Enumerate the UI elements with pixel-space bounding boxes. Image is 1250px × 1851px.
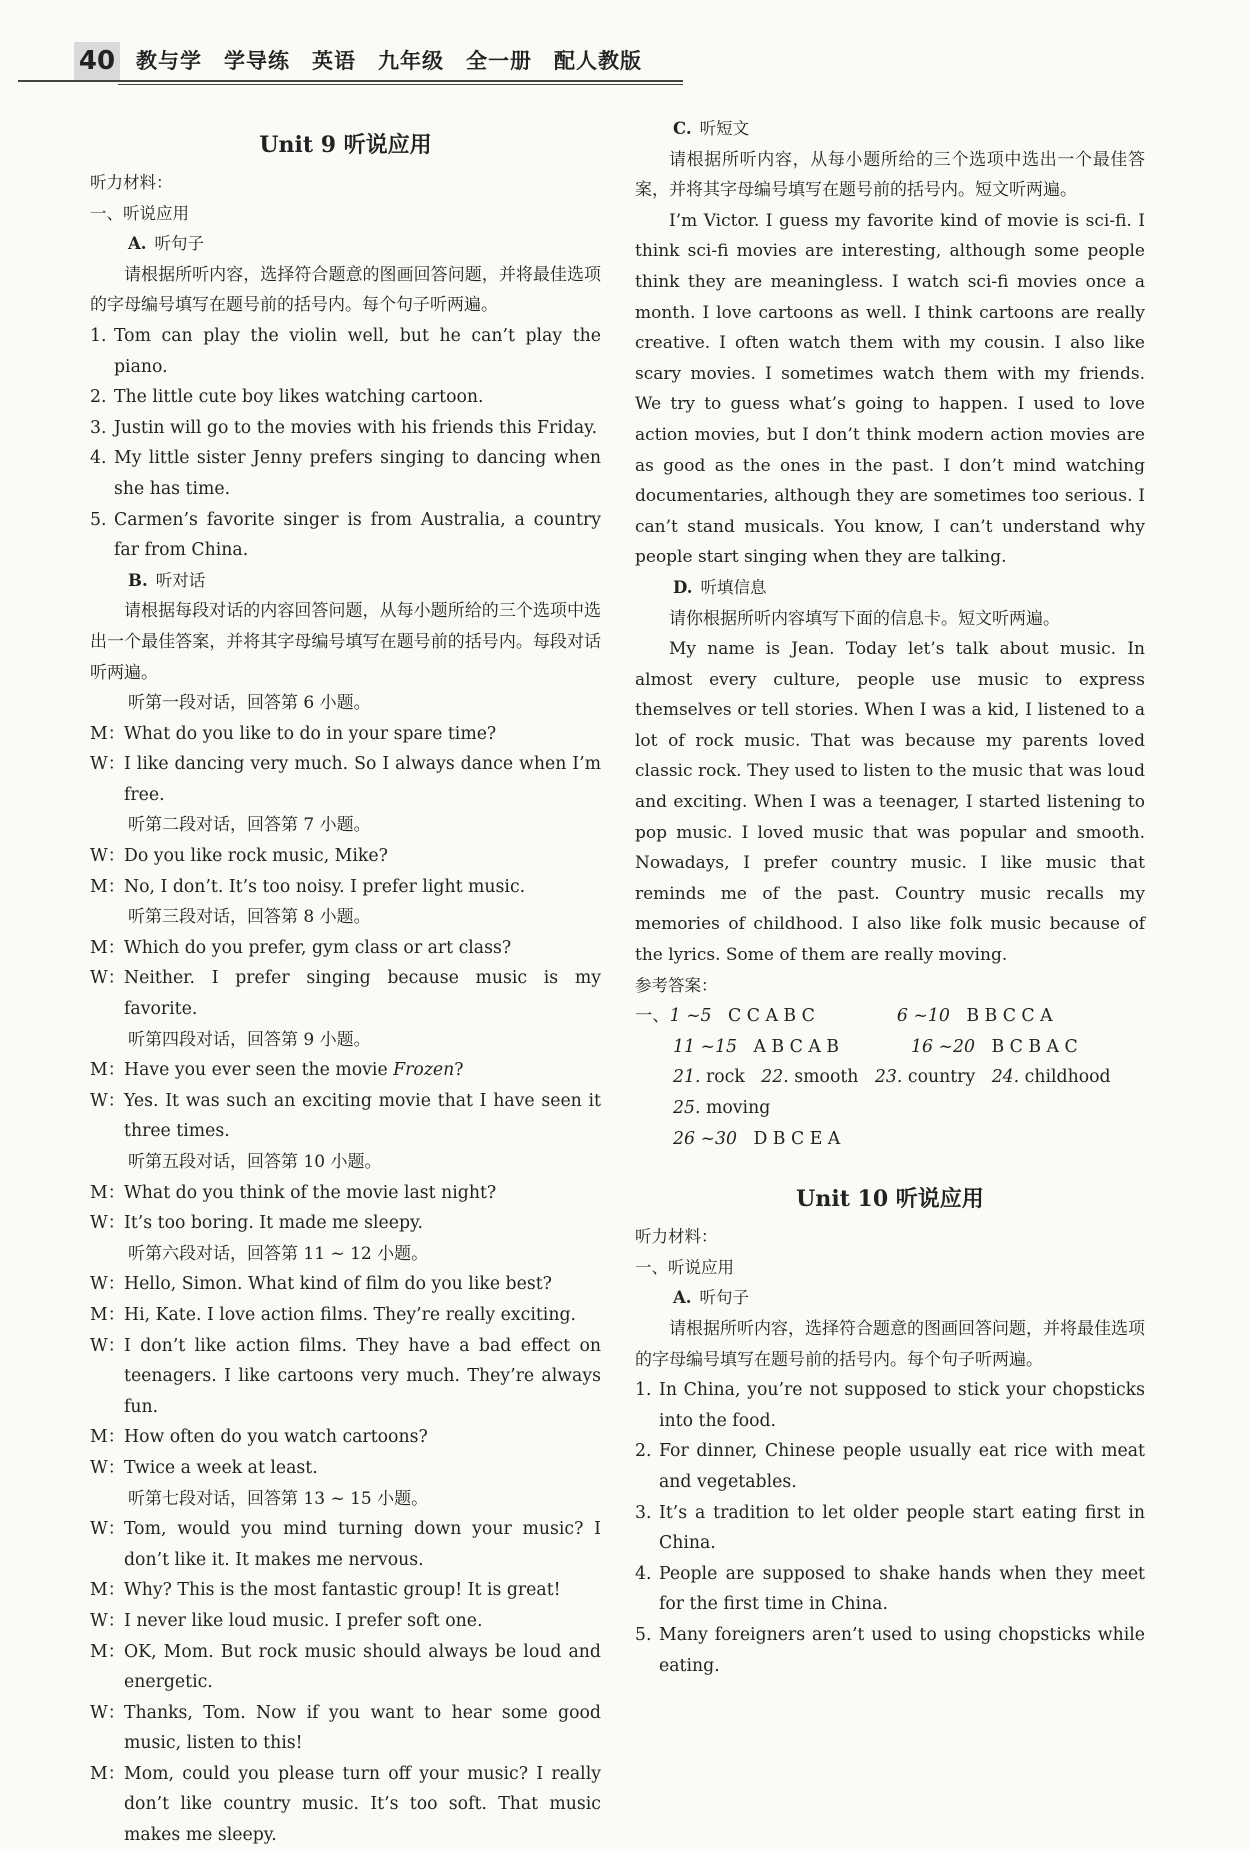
dialogue-text: What do you like to do in your spare time?	[124, 723, 497, 744]
list-item: 2. The little cute boy likes watching cartoon.	[90, 387, 484, 408]
dialogue-text: Yes. It was such an exciting movie that I have seen it three times.	[124, 1090, 601, 1142]
dialogue-instruction: 听第三段对话，回答第 8 小题。	[128, 907, 371, 928]
dialogue-line	[90, 719, 601, 750]
unit9-part-c-instruction: 请根据所听内容，从每小题所给的三个选项中选出一个最佳答案，并将其字母编号填写在题号前的括号内。短文听两遍。	[635, 149, 1145, 201]
dialogue-instruction: 听第六段对话，回答第 11 ~ 12 小题。	[128, 1243, 429, 1264]
list-item: 5. Many foreigners aren’t used to using chopsticks while eating.	[635, 1624, 1145, 1676]
dialogue-line	[90, 1331, 601, 1423]
speaker-label: W：	[90, 1457, 126, 1478]
unit9-part-d-instruction: 请你根据所听内容填写下面的信息卡。短文听两遍。	[669, 608, 1060, 629]
speaker-label: W：	[90, 1274, 126, 1295]
unit10-title: Unit 10 听说应用	[796, 1186, 984, 1213]
unit10-part-a-instruction: 请根据所听内容，选择符合题意的图画回答问题，并将最佳选项的字母编号填写在题号前的括号内。每个句子听两遍。	[635, 1318, 1145, 1370]
dialogue-text: I like dancing very much. So I always dance when I’m free.	[124, 754, 601, 805]
dialogue-text: Hi, Kate. I love action films. They’re really exciting.	[124, 1304, 577, 1325]
part-b-name: 听对话	[155, 570, 206, 590]
dialogue-line	[90, 1698, 601, 1759]
page-header	[18, 42, 683, 86]
part-d-letter: D.	[673, 577, 693, 597]
dialogue-text: No, I don’t. It’s too noisy. I prefer light music.	[124, 876, 526, 897]
unit9-materials-label: 听力材料：	[90, 173, 173, 192]
dialogue-line	[90, 1269, 601, 1300]
part-b-letter: B.	[128, 570, 148, 590]
part-a-name: 听句子	[699, 1288, 750, 1308]
dialogue-line	[90, 1055, 601, 1086]
dialogue-text: Twice a week at least.	[124, 1457, 318, 1478]
header-rule-thin	[118, 84, 683, 85]
dialogue-line	[90, 749, 601, 810]
dialogue-instruction: 听第七段对话，回答第 13 ~ 15 小题。	[128, 1488, 429, 1509]
dialogue-instruction: 听第二段对话，回答第 7 小题。	[128, 815, 371, 836]
dialogue-text: Do you like rock music, Mike?	[124, 846, 388, 867]
dialogue-instruction: 听第一段对话，回答第 6 小题。	[128, 693, 371, 714]
book-title: 教与学 学导练 英语 九年级 全一册 配人教版	[136, 49, 642, 73]
dialogue-line	[90, 933, 601, 964]
unit10-materials-label: 听力材料：	[635, 1227, 718, 1247]
unit9-part-d-passage: My name is Jean. Today let’s talk about music. In almost every culture, people use music to express themselves or tell stories. When I was a kid, I listened to a lot of rock music. That was because my parents loved classic rock. They used to listen to the music that was loud and exciting. When I was a teenager, I started listening to pop music. I loved music that was popular and smooth. Nowadays, I prefer country music. I like music that reminds me of the past. Country music recalls my memories of childhood. I also like folk music because of the lyrics. Some of them are really moving.	[635, 639, 1145, 966]
speaker-label: W：	[90, 846, 126, 867]
unit10-section1-label: 一、听说应用	[635, 1257, 734, 1277]
unit9-part-b-dialogues	[90, 688, 601, 1851]
speaker-label: M：	[90, 1641, 125, 1662]
unit9-part-a-heading	[90, 229, 601, 260]
speaker-label: W：	[90, 754, 126, 775]
part-a-letter: A.	[673, 1288, 692, 1308]
dialogue-line	[90, 963, 601, 1024]
speaker-label: M：	[90, 937, 125, 958]
unit9-part-b-heading	[90, 566, 601, 597]
speaker-label: W：	[90, 1335, 126, 1356]
list-item: 1. In China, you’re not supposed to stick your chopsticks into the food.	[635, 1380, 1145, 1431]
speaker-label: M：	[90, 1182, 125, 1203]
speaker-label: W：	[90, 1519, 126, 1540]
speaker-label: W：	[90, 1702, 126, 1723]
speaker-label: W：	[90, 1610, 126, 1631]
speaker-label: M：	[90, 876, 125, 897]
list-item: 4. My little sister Jenny prefers singing to dancing when she has time.	[90, 448, 601, 499]
dialogue-instruction: 听第五段对话，回答第 10 小题。	[128, 1152, 382, 1172]
part-a-letter: A.	[128, 234, 147, 254]
dialogue-line	[90, 1300, 601, 1331]
unit10-part-a-sentences	[635, 1375, 1145, 1681]
dialogue-line	[90, 1453, 601, 1484]
dialogue-instruction: 听第四段对话，回答第 9 小题。	[128, 1029, 371, 1050]
unit9-title: Unit 9 听说应用	[259, 132, 432, 158]
dialogue-text: Tom, would you mind turning down your music? I don’t like it. It makes me nervous.	[124, 1519, 601, 1570]
dialogue-text: Neither. I prefer singing because music is my favorite.	[124, 968, 601, 1020]
left-column	[90, 120, 601, 1851]
part-d-name: 听填信息	[700, 577, 767, 597]
unit9-section1-label: 一、听说应用	[90, 203, 189, 223]
dialogue-text: I never like loud music. I prefer soft one.	[124, 1610, 483, 1631]
speaker-label: M：	[90, 1427, 125, 1448]
dialogue-line	[90, 1514, 601, 1575]
speaker-label: M：	[90, 723, 125, 744]
answer-row: 一、1 ~5 C C A B C 6 ~10 B B C C A	[635, 1006, 1053, 1027]
speaker-label: M：	[90, 1060, 125, 1081]
list-item: 1. Tom can play the violin well, but he can’t play the piano.	[90, 325, 601, 377]
list-item: 2. For dinner, Chinese people usually eat rice with meat and vegetables.	[635, 1441, 1145, 1492]
dialogue-text: What do you think of the movie last night?	[124, 1182, 497, 1203]
unit9-part-a-sentences	[90, 321, 601, 566]
right-column	[635, 120, 1145, 1681]
dialogue-text: Thanks, Tom. Now if you want to hear some good music, listen to this!	[124, 1702, 601, 1754]
dialogue-text: OK, Mom. But rock music should always be loud and energetic.	[124, 1641, 601, 1693]
list-item: 5. Carmen’s favorite singer is from Australia, a country far from China.	[90, 509, 601, 561]
page-number: 40	[74, 42, 120, 80]
answer-key	[635, 1001, 1145, 1154]
dialogue-line	[90, 1759, 601, 1851]
unit10-part-a-heading	[635, 1283, 1145, 1314]
dialogue-line	[90, 1606, 601, 1637]
speaker-label: W：	[90, 968, 126, 989]
answer-row: 26 ~30 D B C E A	[673, 1128, 841, 1149]
list-item: 3. It’s a tradition to let older people start eating first in China.	[635, 1502, 1145, 1554]
speaker-label: W：	[90, 1090, 126, 1111]
dialogue-text: Have you ever seen the movie Frozen?	[124, 1060, 464, 1081]
unit9-part-c-passage: I’m Victor. I guess my favorite kind of movie is sci-fi. I think sci-fi movies are interesting, although some people think they are meaningless. I watch sci-fi movies once a month. I love cartoons as well. I think cartoons are really creative. I often watch them with my cousin. I also like scary movies. I sometimes watch them with my friends. We try to guess what’s going to happen. I used to love action movies, but I don’t think modern action movies are as good as the ones in the past. I don’t mind watching documentaries, although they are sometimes too serious. I can’t stand musicals. You know, I can’t understand why people start singing when they are talking.	[635, 210, 1145, 568]
dialogue-text: How often do you watch cartoons?	[124, 1427, 428, 1448]
answer-row: 25. moving	[673, 1098, 771, 1118]
dialogue-line	[90, 1086, 601, 1147]
answer-row: 21. rock 22. smooth 23. country 24. childhood	[673, 1067, 1111, 1088]
dialogue-text: Why? This is the most fantastic group! It is great!	[124, 1580, 561, 1601]
answers-label: 参考答案：	[635, 975, 718, 995]
list-item: 3. Justin will go to the movies with his friends this Friday.	[90, 417, 598, 438]
dialogue-line	[90, 1637, 601, 1698]
dialogue-text: I don’t like action films. They have a bad effect on teenagers. I like cartoons very much. They’re always fun.	[124, 1335, 601, 1417]
part-c-name: 听短文	[699, 119, 750, 138]
speaker-label: M：	[90, 1763, 125, 1784]
unit9-part-c-heading	[635, 114, 1145, 145]
speaker-label: W：	[90, 1213, 126, 1234]
part-c-letter: C.	[673, 119, 692, 138]
dialogue-line	[90, 1575, 601, 1606]
unit9-part-b-instruction: 请根据每段对话的内容回答问题，从每小题所给的三个选项中选出一个最佳答案，并将其字母编号填写在题号前的括号内。每段对话听两遍。	[90, 601, 601, 683]
speaker-label: M：	[90, 1304, 125, 1325]
dialogue-text: Hello, Simon. What kind of film do you like best?	[124, 1274, 552, 1295]
dialogue-line	[90, 872, 601, 903]
unit9-part-a-instruction: 请根据所听内容，选择符合题意的图画回答问题，并将最佳选项的字母编号填写在题号前的括号内。每个句子听两遍。	[90, 264, 601, 316]
part-a-name: 听句子	[154, 234, 205, 254]
dialogue-line	[90, 1178, 601, 1209]
dialogue-text: It’s too boring. It made me sleepy.	[124, 1213, 424, 1234]
unit9-part-d-heading	[635, 573, 1145, 604]
speaker-label: M：	[90, 1580, 125, 1601]
dialogue-text: Mom, could you please turn off your music? I really don’t like country music. It’s too soft. That music makes me sleepy.	[124, 1763, 601, 1846]
list-item: 4. People are supposed to shake hands when they meet for the first time in China.	[635, 1563, 1145, 1615]
dialogue-line	[90, 1422, 601, 1453]
dialogue-line	[90, 841, 601, 872]
header-rule	[18, 80, 683, 82]
answer-row: 11 ~15 A B C A B 16 ~20 B C B A C	[673, 1036, 1078, 1057]
dialogue-line	[90, 1208, 601, 1239]
dialogue-text: Which do you prefer, gym class or art class?	[124, 937, 512, 958]
